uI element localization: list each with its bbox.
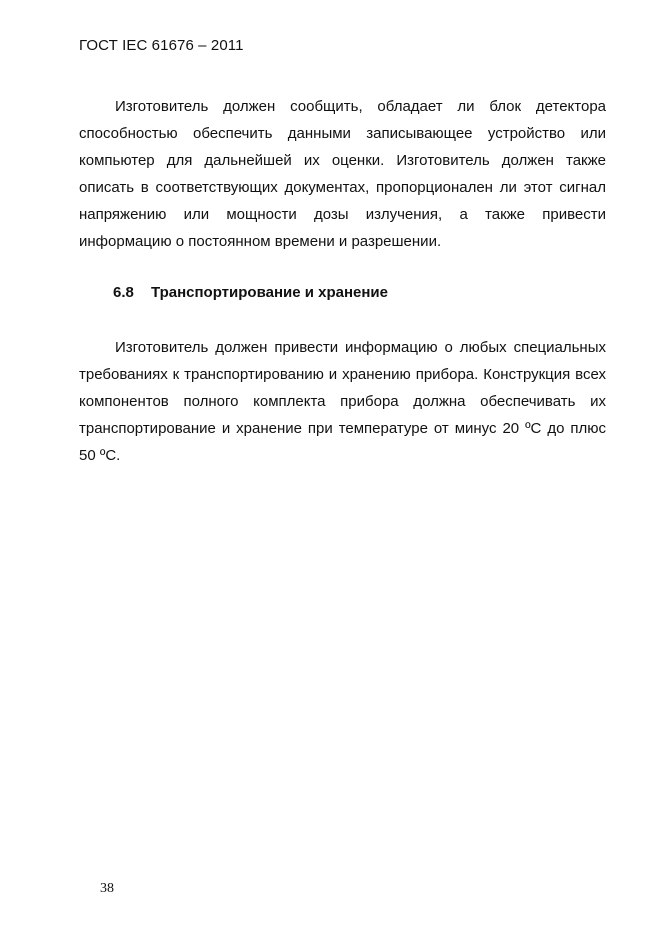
section-number: 6.8: [113, 284, 134, 301]
body-paragraph-2: Изготовитель должен привести информацию о любых специальных требованиях к транспортированию и хранению прибора. Конструкция всех компонентов полного комплекта прибора должна обеспечивать их транспортирование и хранение при температуре от минус 20 ºС до плюс 50 ºС.: [79, 339, 606, 464]
page-number: 38: [100, 881, 114, 896]
document-header: ГОСТ IEC 61676 – 2011: [79, 37, 244, 54]
section-title: Транспортирование и хранение: [151, 284, 388, 301]
body-paragraph-1: Изготовитель должен сообщить, обладает ли блок детектора способностью обеспечить данными записывающее устройство или компьютер для дальнейшей их оценки. Изготовитель должен также описать в соответствующих документах, пропорционален ли этот сигнал напряжению или мощности дозы излучения, а также привести информацию о постоянном времени и разрешении.: [79, 98, 606, 250]
section-heading: [113, 283, 388, 303]
